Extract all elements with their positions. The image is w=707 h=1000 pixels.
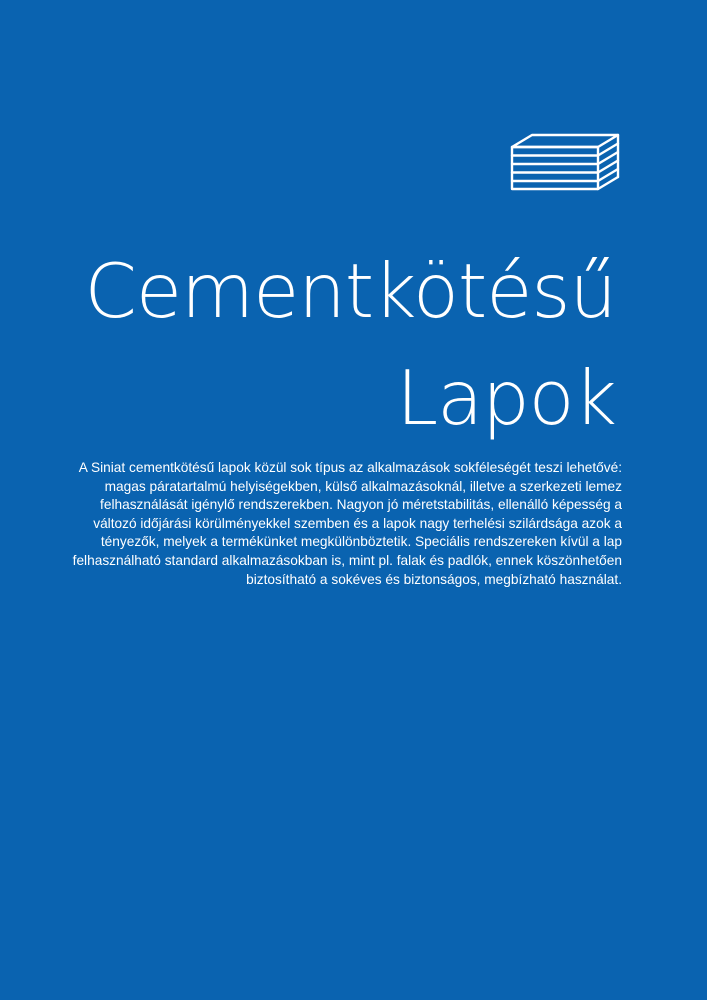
title-line-1: Cementkötésű [84,247,616,335]
body-paragraph: A Siniat cementkötésű lapok közül sok típus az alkalmazások sokféleségét teszi lehetővé: magas páratartalmú helyiségekben, külső alkalmazásoknál, illetve a szerkezeti lemez felhasználását igénylő rendszerekben. Nagyon jó méretstabilitás, ellenálló képesség a változó időjárási körülményekkel szemben és a lapok nagy terhelési szilárdsága azok a tényezők, melyek a termékünket megkülönböztetik. Speciális rendszereken kívül a lap felhasználható standard alkalmazásokban is, mint pl. falak és padlók, ennek köszönhetően biztosítható a sokéves és biztonságos, megbízható használat. [72,460,622,587]
page-title [85,238,616,452]
title-line-2: Lapok [396,354,616,442]
stacked-boards-icon [510,133,620,191]
